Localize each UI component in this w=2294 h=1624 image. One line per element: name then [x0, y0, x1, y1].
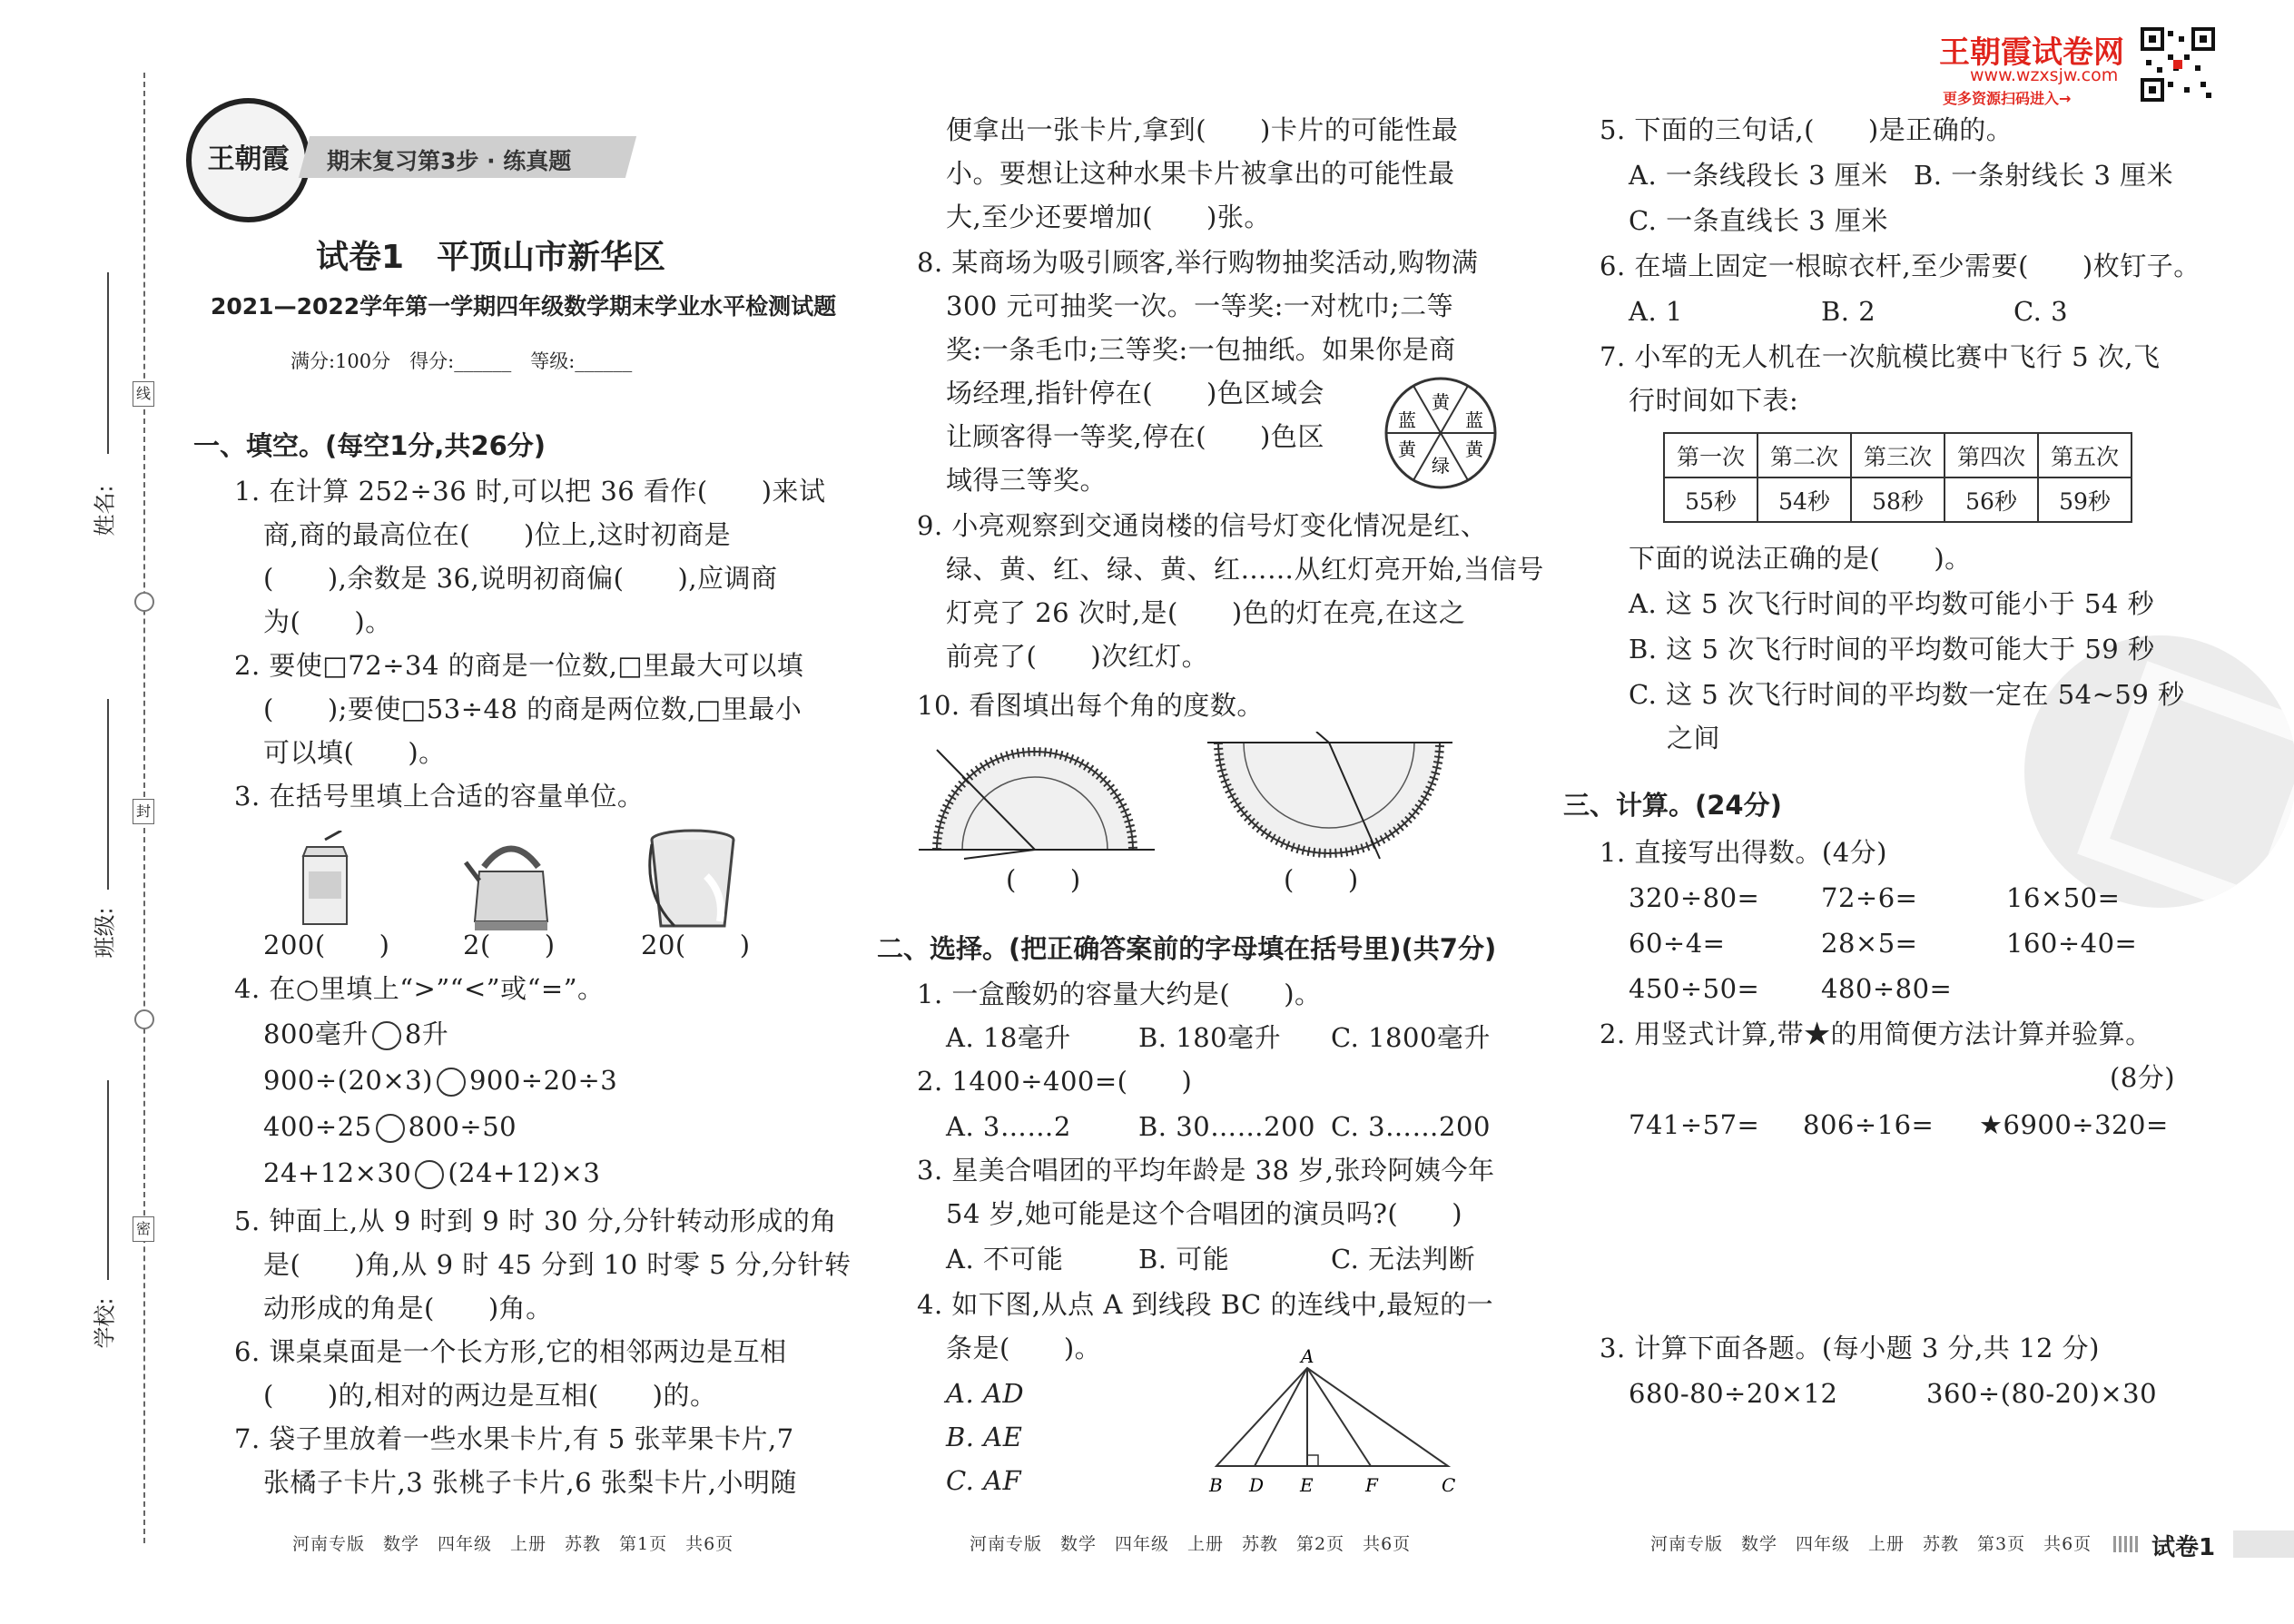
table-header-cell: 第一次 — [1664, 433, 1757, 477]
q3-option-b: B. 可能 — [1138, 1244, 1230, 1275]
vertical-calc-3: ★6900÷320= — [1979, 1109, 2169, 1140]
table-header-cell: 第二次 — [1757, 433, 1851, 477]
q7-text-2: 行时间如下表: — [1629, 385, 1799, 416]
vertical-calc-2: 806÷16= — [1803, 1109, 1935, 1140]
brand-logo — [186, 98, 310, 222]
calc-1-title: 1. 直接写出得数。(4分) — [1600, 837, 1887, 868]
table-cell: 55秒 — [1664, 477, 1757, 522]
banner-text: 期末复习第3步 · 练真题 — [327, 148, 572, 174]
q2-text: 2. 1400÷400=( ) — [917, 1066, 1193, 1097]
p1-line-13: 6. 课桌桌面是一个长方形,它的相邻两边是互相 — [234, 1336, 787, 1367]
p1-line-7: 可以填( )。 — [263, 737, 446, 768]
compare-circle-4[interactable] — [415, 1160, 444, 1189]
table-header-row — [1664, 433, 2132, 477]
p1-line-2: 商,商的最高位在( )位上,这时初商是 — [263, 519, 732, 550]
q6-option-a: A. 1 — [1629, 296, 1683, 327]
vertical-calc-1: 741÷57= — [1629, 1109, 1760, 1140]
exam-tag: 试卷1 — [2151, 1534, 2216, 1561]
mixed-calc-2: 360÷(80-20)×30 — [1926, 1378, 2158, 1409]
compare-4-left: 24+12×30 — [263, 1157, 412, 1188]
p1-line-3: ( ),余数是 36,说明初商偏( ),应调商 — [263, 563, 778, 594]
page-1-footer: 河南专版 数学 四年级 上册 苏教 第1页 共6页 — [292, 1534, 734, 1554]
section-2-title: 二、选择。(把正确答案前的字母填在括号里)(共7分) — [877, 933, 1497, 964]
page-3-footer: 河南专版 数学 四年级 上册 苏教 第3页 共6页 — [1650, 1534, 2092, 1554]
q3-option-a: A. 不可能 — [946, 1244, 1064, 1275]
p2-line-10: 9. 小亮观察到交通岗楼的信号灯变化情况是红、 — [917, 510, 1488, 541]
exam-subtitle: 2021—2022学年第一学期四年级数学期末学业水平检测试题 — [211, 293, 837, 320]
p1-line-16: 张橘子卡片,3 张桃子卡片,6 张梨卡片,小明随 — [263, 1467, 797, 1498]
p1-line-6: ( );要使□53÷48 的商是两位数,□里最小 — [263, 694, 802, 724]
spinner-sector-3: 黄 — [1465, 438, 1483, 460]
compare-row-4 — [263, 1157, 600, 1189]
table-cell: 58秒 — [1851, 477, 1944, 522]
p2-line-6: 奖:一条毛巾;三等奖:一包抽纸。如果你是商 — [946, 334, 1456, 365]
spinner-sector-4: 绿 — [1432, 455, 1450, 477]
compare-3-right: 800÷50 — [408, 1111, 517, 1142]
p2-line-7: 场经理,指针停在( )色区域会 — [946, 378, 1324, 408]
qr-code-icon — [2141, 27, 2215, 102]
calc-expr-6: 160÷40= — [2006, 928, 2138, 959]
q1-option-c: C. 1800毫升 — [1331, 1022, 1491, 1053]
capacity-blank-1: 200( ) — [263, 930, 390, 960]
footer-grey-bar — [2233, 1530, 2294, 1558]
brand-name: 王朝霞试卷网 — [1939, 34, 2124, 71]
q3-text: 3. 星美合唱团的平均年龄是 38 岁,张玲阿姨今年 — [917, 1155, 1495, 1186]
spinner-sector-5: 黄 — [1398, 438, 1416, 460]
q7-text-3: 下面的说法正确的是( )。 — [1629, 543, 1972, 574]
point-f-label: F — [1365, 1474, 1378, 1496]
compare-circle-2[interactable] — [437, 1068, 466, 1097]
score-line: 满分:100分 得分:______ 等级:______ — [290, 350, 633, 372]
p2-line-1: 便拿出一张卡片,拿到( )卡片的可能性最 — [946, 114, 1459, 145]
protractor-2 — [1207, 732, 1452, 868]
q5-text: 5. 下面的三句话,( )是正确的。 — [1600, 114, 2013, 145]
section-1-title: 一、填空。(每空1分,共26分) — [193, 430, 546, 461]
p2-line-9: 域得三等奖。 — [946, 465, 1108, 496]
compare-circle-3[interactable] — [376, 1114, 405, 1143]
p2-line-12: 灯亮了 26 次时,是( )色的灯在亮,在这之 — [946, 597, 1466, 628]
p2-line-11: 绿、黄、红、绿、黄、红……从红灯亮开始,当信号 — [946, 554, 1544, 585]
q6-text: 6. 在墙上固定一根晾衣杆,至少需要( )枚钉子。 — [1600, 251, 2200, 281]
calc-expr-8: 480÷80= — [1821, 973, 1953, 1004]
binding-name-label: 姓名: — [92, 485, 118, 536]
binding-hole-2 — [134, 1009, 154, 1029]
p2-line-5: 300 元可抽奖一次。一等奖:一对枕巾;二等 — [946, 290, 1454, 321]
table-cell: 59秒 — [2038, 477, 2132, 522]
calc-expr-2: 72÷6= — [1821, 882, 1918, 913]
q6-option-b: B. 2 — [1821, 296, 1876, 327]
q7-text: 7. 小军的无人机在一次航模比赛中飞行 5 次,飞 — [1600, 341, 2161, 372]
brand-url: www.wzxsjw.com — [1970, 65, 2119, 85]
p1-line-5: 2. 要使□72÷34 的商是一位数,□里最大可以填 — [234, 650, 804, 681]
calc-expr-7: 450÷50= — [1629, 973, 1760, 1004]
table-cell: 54秒 — [1757, 477, 1851, 522]
p1-line-8: 3. 在括号里填上合适的容量单位。 — [234, 781, 645, 812]
point-b-label: B — [1209, 1474, 1223, 1496]
calc-2-title: 2. 用竖式计算,带★的用简便方法计算并验算。 — [1600, 1019, 2152, 1049]
angle-answer-2: ( ) — [1284, 864, 1359, 895]
p1-line-12: 动形成的角是( )角。 — [263, 1293, 553, 1324]
page-2-footer: 河南专版 数学 四年级 上册 苏教 第2页 共6页 — [970, 1534, 1412, 1554]
q7-option-c-2: 之间 — [1667, 723, 1721, 753]
angle-answer-1: ( ) — [1006, 864, 1081, 895]
q7-option-a: A. 这 5 次飞行时间的平均数可能小于 54 秒 — [1629, 588, 2155, 619]
q6-option-c: C. 3 — [2013, 296, 2069, 327]
triangle-diagram — [1198, 1348, 1471, 1498]
p1-line-15: 7. 袋子里放着一些水果卡片,有 5 张苹果卡片,7 — [234, 1423, 794, 1454]
footer-dots — [2113, 1536, 2141, 1552]
q3-text-2: 54 岁,她可能是这个合唱团的演员吗?( ) — [946, 1198, 1463, 1229]
brand-scan-hint: 更多资源扫码进入→ — [1943, 90, 2072, 107]
q7-option-c: C. 这 5 次飞行时间的平均数一定在 54~59 秒 — [1629, 679, 2185, 710]
p2-line-13: 前亮了( )次红灯。 — [946, 641, 1209, 672]
exam-title: 试卷1 平顶山市新华区 — [316, 239, 666, 276]
p1-line-1: 1. 在计算 252÷36 时,可以把 36 看作( )来试 — [234, 476, 826, 507]
compare-row-3 — [263, 1111, 517, 1143]
binding-school-label: 学校: — [92, 1297, 118, 1349]
calc-expr-5: 28×5= — [1821, 928, 1918, 959]
p2-line-4: 8. 某商场为吸引顾客,举行购物抽奖活动,购物满 — [917, 247, 1479, 278]
juice-box-picture — [289, 831, 361, 930]
q5-option-b: B. 一条射线长 3 厘米 — [1914, 160, 2174, 191]
q4-text: 4. 如下图,从点 A 到线段 BC 的连线中,最短的一 — [917, 1289, 1494, 1320]
capacity-blank-2: 2( ) — [463, 930, 556, 960]
compare-1-right: 8升 — [404, 1019, 449, 1049]
point-d-label: D — [1249, 1474, 1265, 1496]
calc-expr-4: 60÷4= — [1629, 928, 1726, 959]
binding-mark-line: 线 — [133, 381, 154, 407]
p1-line-11: 是( )角,从 9 时 45 分到 10 时零 5 分,分针转 — [263, 1249, 852, 1280]
calc-expr-1: 320÷80= — [1629, 882, 1760, 913]
compare-4-right: (24+12)×3 — [448, 1157, 601, 1188]
compare-2-left: 900÷(20×3) — [263, 1065, 433, 1096]
compare-1-left: 800毫升 — [263, 1019, 369, 1049]
point-c-label: C — [1442, 1474, 1456, 1496]
binding-hole-1 — [134, 592, 154, 612]
q1-text: 1. 一盒酸奶的容量大约是( )。 — [917, 979, 1322, 1009]
binding-mark-seal: 封 — [133, 799, 154, 824]
p2-line-2: 小。要想让这种水果卡片被拿出的可能性最 — [946, 158, 1455, 189]
compare-2-right: 900÷20÷3 — [468, 1065, 618, 1096]
kettle-picture — [461, 831, 561, 935]
compare-row-2 — [263, 1065, 617, 1097]
p2-line-14: 10. 看图填出每个角的度数。 — [917, 690, 1264, 721]
point-e-label: E — [1300, 1474, 1314, 1496]
table-row — [1664, 477, 2132, 522]
p2-line-8: 让顾客得一等奖,停在( )色区 — [946, 421, 1324, 452]
compare-3-left: 400÷25 — [263, 1111, 372, 1142]
p1-line-4: 为( )。 — [263, 606, 392, 637]
prize-spinner — [1382, 374, 1500, 492]
protractor-1 — [919, 732, 1155, 868]
p2-line-3: 大,至少还要增加( )张。 — [946, 202, 1271, 232]
q4-option-c: C. AF — [946, 1465, 1022, 1496]
bucket-picture — [643, 822, 743, 935]
section-3-title: 三、计算。(24分) — [1563, 790, 1782, 821]
binding-class-blank — [107, 699, 109, 890]
p1-line-9: 4. 在○里填上“>”“<”或“=”。 — [234, 973, 605, 1004]
q1-option-b: B. 180毫升 — [1138, 1022, 1282, 1053]
q4-text-2: 条是( )。 — [946, 1333, 1102, 1363]
q2-option-a: A. 3……2 — [946, 1111, 1071, 1142]
table-cell: 56秒 — [1944, 477, 2038, 522]
calc-3-title: 3. 计算下面各题。(每小题 3 分,共 12 分) — [1600, 1333, 2100, 1363]
q1-option-a: A. 18毫升 — [946, 1022, 1071, 1053]
q7-option-b: B. 这 5 次飞行时间的平均数可能大于 59 秒 — [1629, 634, 2155, 664]
binding-school-blank — [107, 1080, 109, 1280]
binding-name-blank — [107, 272, 109, 454]
p1-line-14: ( )的,相对的两边是互相( )的。 — [263, 1380, 717, 1411]
q2-option-b: B. 30……200 — [1138, 1111, 1316, 1142]
q4-option-b: B. AE — [946, 1422, 1023, 1452]
spinner-sector-2: 蓝 — [1465, 409, 1483, 431]
spinner-sector-6: 蓝 — [1398, 409, 1416, 431]
mixed-calc-1: 680-80÷20×12 — [1629, 1378, 1838, 1409]
vertex-a-label: A — [1301, 1348, 1314, 1367]
seal-watermark — [2024, 635, 2294, 908]
flight-time-table — [1663, 432, 2132, 523]
capacity-blank-3: 20( ) — [641, 930, 751, 960]
brand-logo-text: 王朝霞 — [207, 143, 290, 175]
binding-class-label: 班级: — [92, 907, 118, 959]
p1-line-10: 5. 钟面上,从 9 时到 9 时 30 分,分针转动形成的角 — [234, 1206, 837, 1236]
q4-option-a: A. AD — [946, 1378, 1025, 1409]
q2-option-c: C. 3……200 — [1331, 1111, 1491, 1142]
q5-option-c: C. 一条直线长 3 厘米 — [1629, 205, 1888, 236]
compare-circle-1[interactable] — [372, 1021, 401, 1050]
compare-row-1 — [263, 1019, 448, 1050]
calc-expr-3: 16×50= — [2006, 882, 2121, 913]
calc-2-points: (8分) — [2110, 1062, 2176, 1093]
table-header-cell: 第五次 — [2038, 433, 2132, 477]
q5-option-a: A. 一条线段长 3 厘米 — [1629, 160, 1888, 191]
spinner-sector-1: 黄 — [1432, 391, 1450, 413]
binding-mark-secret: 密 — [133, 1216, 154, 1242]
table-header-cell: 第四次 — [1944, 433, 2038, 477]
q3-option-c: C. 无法判断 — [1331, 1244, 1476, 1275]
table-header-cell: 第三次 — [1851, 433, 1944, 477]
